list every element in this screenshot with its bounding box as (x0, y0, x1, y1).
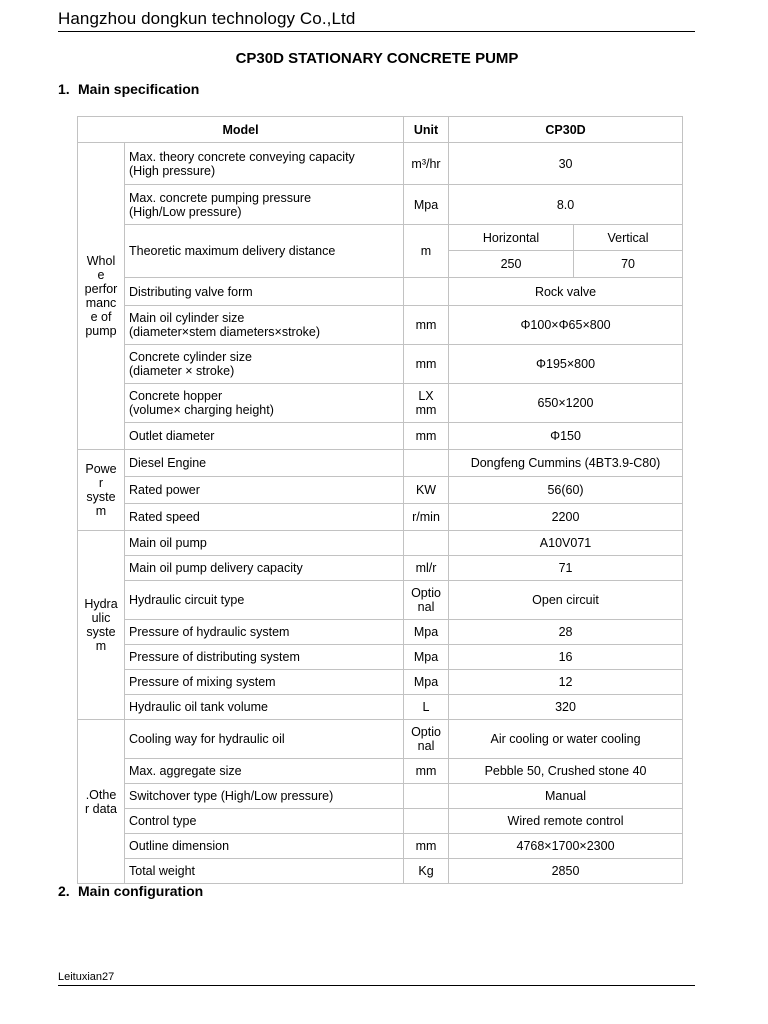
item-unit: m³/hr (404, 143, 449, 185)
item-value: Manual (449, 784, 683, 809)
item-label: Max. aggregate size (125, 759, 404, 784)
subheader-horizontal: Horizontal (449, 225, 574, 251)
group-power-system: Powe r syste m (78, 450, 125, 531)
item-value: Dongfeng Cummins (4BT3.9-C80) (449, 450, 683, 477)
item-label: Concrete hopper (volume× charging height) (125, 384, 404, 423)
table-row (78, 784, 683, 809)
item-label: Theoretic maximum delivery distance (125, 225, 404, 278)
table-row (78, 556, 683, 581)
item-value: A10V071 (449, 531, 683, 556)
table-row (78, 670, 683, 695)
item-label: Main oil pump (125, 531, 404, 556)
item-label: Outlet diameter (125, 423, 404, 450)
item-label: Diesel Engine (125, 450, 404, 477)
item-value: 2200 (449, 504, 683, 531)
item-value: Wired remote control (449, 809, 683, 834)
item-unit: mm (404, 423, 449, 450)
item-label: Main oil cylinder size (diameter×stem diameters×stroke) (125, 306, 404, 345)
header-model: Model (78, 117, 404, 143)
item-value: Φ195×800 (449, 345, 683, 384)
item-value: 28 (449, 620, 683, 645)
item-unit (404, 278, 449, 306)
item-value: Rock valve (449, 278, 683, 306)
value-horizontal: 250 (449, 251, 574, 278)
item-label: Hydraulic oil tank volume (125, 695, 404, 720)
item-unit: Mpa (404, 670, 449, 695)
item-value: 2850 (449, 859, 683, 884)
table-row (78, 720, 683, 759)
table-row (78, 645, 683, 670)
value-vertical: 70 (574, 251, 683, 278)
item-label: Control type (125, 809, 404, 834)
item-value: Pebble 50, Crushed stone 40 (449, 759, 683, 784)
table-row (78, 423, 683, 450)
item-unit: mm (404, 306, 449, 345)
table-row (78, 306, 683, 345)
item-label: Rated speed (125, 504, 404, 531)
group-other-data: .Othe r data (78, 720, 125, 884)
table-row (78, 531, 683, 556)
item-label: Pressure of hydraulic system (125, 620, 404, 645)
item-unit: mm (404, 834, 449, 859)
table-row (78, 225, 683, 251)
item-label: Outline dimension (125, 834, 404, 859)
table-row (78, 345, 683, 384)
footer-text: Leituxian27 (58, 971, 115, 983)
group-whole-performance: Whol e perfor manc e of pump (78, 143, 125, 450)
item-value: 12 (449, 670, 683, 695)
item-unit: LX mm (404, 384, 449, 423)
section-label: Main configuration (78, 883, 204, 899)
item-value: Air cooling or water cooling (449, 720, 683, 759)
section-number: 2. (58, 883, 70, 899)
table-header-row (78, 117, 683, 143)
item-label: Distributing valve form (125, 278, 404, 306)
item-value: Open circuit (449, 581, 683, 620)
footer-divider (58, 985, 695, 986)
item-unit: Optio nal (404, 720, 449, 759)
section-heading-main-configuration (58, 883, 203, 899)
item-label: Pressure of distributing system (125, 645, 404, 670)
item-unit: r/min (404, 504, 449, 531)
table-row (78, 384, 683, 423)
item-label: Max. concrete pumping pressure (High/Low pressure) (125, 185, 404, 225)
item-label: Rated power (125, 477, 404, 504)
item-unit: L (404, 695, 449, 720)
table-row (78, 477, 683, 504)
item-label: Main oil pump delivery capacity (125, 556, 404, 581)
item-unit: Mpa (404, 620, 449, 645)
item-unit: Mpa (404, 185, 449, 225)
table-row (78, 278, 683, 306)
specification-table (77, 116, 683, 884)
header-unit: Unit (404, 117, 449, 143)
item-value: 320 (449, 695, 683, 720)
section-label: Main specification (78, 81, 200, 97)
header-model-value: CP30D (449, 117, 683, 143)
item-unit (404, 450, 449, 477)
table-row (78, 450, 683, 477)
item-unit: Optio nal (404, 581, 449, 620)
item-unit: Mpa (404, 645, 449, 670)
item-label: Hydraulic circuit type (125, 581, 404, 620)
item-unit: ml/r (404, 556, 449, 581)
item-unit: KW (404, 477, 449, 504)
item-value: 16 (449, 645, 683, 670)
item-label: Cooling way for hydraulic oil (125, 720, 404, 759)
item-unit: Kg (404, 859, 449, 884)
item-label: Total weight (125, 859, 404, 884)
table-row (78, 581, 683, 620)
item-value: 71 (449, 556, 683, 581)
table-row (78, 143, 683, 185)
item-label: Switchover type (High/Low pressure) (125, 784, 404, 809)
item-value: 650×1200 (449, 384, 683, 423)
table-row (78, 504, 683, 531)
item-value: 4768×1700×2300 (449, 834, 683, 859)
item-unit (404, 784, 449, 809)
item-value: Φ150 (449, 423, 683, 450)
table-row (78, 809, 683, 834)
item-unit: m (404, 225, 449, 278)
item-value: 56(60) (449, 477, 683, 504)
item-value: 30 (449, 143, 683, 185)
item-label: Concrete cylinder size (diameter × stroke) (125, 345, 404, 384)
item-value: 8.0 (449, 185, 683, 225)
item-unit: mm (404, 345, 449, 384)
section-number: 1. (58, 81, 70, 97)
item-label: Pressure of mixing system (125, 670, 404, 695)
group-hydraulic-system: Hydra ulic syste m (78, 531, 125, 720)
item-value: Φ100×Φ65×800 (449, 306, 683, 345)
table-row (78, 620, 683, 645)
table-row (78, 185, 683, 225)
header-divider (58, 31, 695, 32)
item-unit: mm (404, 759, 449, 784)
table-row (78, 695, 683, 720)
company-name: Hangzhou dongkun technology Co.,Ltd (58, 9, 356, 28)
item-unit (404, 809, 449, 834)
subheader-vertical: Vertical (574, 225, 683, 251)
item-unit (404, 531, 449, 556)
table-row (78, 859, 683, 884)
item-label: Max. theory concrete conveying capacity (High pressure) (125, 143, 404, 185)
document-title: CP30D STATIONARY CONCRETE PUMP (235, 50, 519, 67)
section-heading-main-specification (58, 81, 199, 97)
table-row (78, 834, 683, 859)
table-row (78, 759, 683, 784)
